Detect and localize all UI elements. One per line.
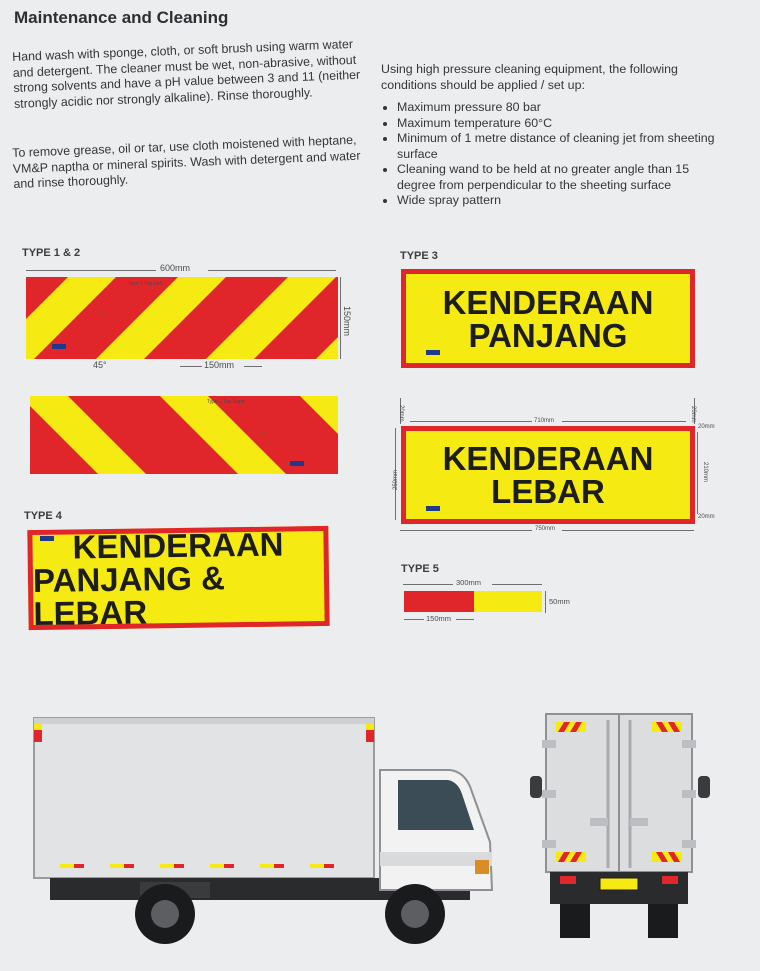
plate-line-2: PANJANG & LEBAR (32, 558, 226, 632)
condition-item: • Maximum pressure 80 bar (397, 100, 723, 116)
type-5-width: 300mm (456, 578, 482, 587)
type-3-inner-height: 210mm (702, 462, 708, 483)
plate-line-2: PANJANG (468, 316, 628, 354)
type-5-red-block (404, 591, 474, 612)
dimension-line (403, 584, 453, 585)
logo-icon (290, 461, 304, 466)
logo-icon (426, 350, 440, 355)
plate-line-2: LEBAR (491, 473, 605, 510)
type-5-stripe: 150mm (426, 614, 452, 623)
dimension-line (180, 366, 202, 367)
type-4-plate (27, 526, 329, 630)
high-pressure-intro: Using high pressure cleaning equipment, the following conditions should be applied / set up: (381, 62, 678, 92)
type-1-chevron-plate (26, 277, 338, 359)
dimension-line (404, 619, 424, 620)
type-3-total-width: 750mm (535, 526, 556, 532)
dimension-line (26, 270, 156, 271)
type-3-right-bottom-dim: 20mm (698, 514, 715, 520)
type-5-yellow-block (474, 591, 542, 612)
dimension-line (456, 619, 474, 620)
dimension-line (400, 530, 532, 531)
dimension-line (545, 591, 546, 613)
high-pressure-conditions (381, 100, 723, 209)
plate-line-1: KENDERAAN (442, 283, 654, 321)
condition-item: • Cleaning wand to be held at no greater angle than 15 degree from perpendicular to the sheeting surface (397, 162, 723, 193)
type-3-label: TYPE 3 (400, 250, 438, 262)
dimension-line (410, 421, 532, 422)
type-2-note: Type 2 Top Right (207, 399, 245, 405)
dimension-line (697, 432, 698, 514)
cleaning-paragraph-1: Hand wash with sponge, cloth, or soft brush using warm water and detergent. The cleaner must be wet, non-abrasive, without strong solvents and have a pH value between 3 and 11 (neither strongly acidic nor strongly alkaline). Rinse thoroughly. (12, 36, 361, 111)
condition-item: • Wide spray pattern (397, 193, 723, 209)
type-1-note: Type 1 Top Left (128, 281, 163, 287)
dimension-line (562, 421, 686, 422)
truck-rear-view (530, 710, 720, 950)
type-3-right-top-dim: 20mm (698, 424, 715, 430)
type-3-total-height: 250mm (393, 469, 399, 490)
dimension-line (562, 530, 694, 531)
type-4-label: TYPE 4 (24, 510, 62, 522)
cleaning-paragraph-2: To remove grease, oil or tar, use cloth moistened with heptane, VM&P naptha or mineral spirits. Wash with detergent and water and rinse thoroughly. (12, 132, 361, 191)
dimension-line (208, 270, 336, 271)
condition-item: • Maximum temperature 60°C (397, 116, 723, 132)
condition-item: • Minimum of 1 metre distance of cleaning jet from sheeting surface (397, 131, 723, 162)
type-1-2-height: 150mm (342, 306, 352, 337)
type-3-plate-lebar (401, 426, 695, 524)
logo-icon (40, 536, 54, 541)
type-1-2-label: TYPE 1 & 2 (22, 247, 81, 259)
type-5-height: 50mm (549, 597, 570, 606)
type-3-inner-width: 710mm (534, 418, 555, 424)
logo-icon (52, 344, 66, 349)
dimension-line (244, 366, 262, 367)
plate-line-1: KENDERAAN (442, 440, 654, 477)
type-3-border-dim: 20mm (398, 405, 404, 422)
type-1-2-stripe: 150mm (204, 360, 235, 370)
truck-side-view (20, 712, 500, 952)
type-1-2-angle: 45° (93, 360, 107, 370)
dimension-line (340, 277, 341, 359)
type-3-border-dim-right: 20mm (690, 406, 696, 423)
dimension-line (492, 584, 542, 585)
type-1-2-width: 600mm (160, 263, 191, 273)
logo-icon (426, 506, 440, 511)
brand-3m-logo: 3M (257, 432, 266, 438)
brand-3m-logo: 3M (98, 312, 107, 318)
plate-line-1: KENDERAAN (72, 525, 284, 565)
type-5-label: TYPE 5 (401, 563, 439, 575)
page-title: Maintenance and Cleaning (14, 8, 229, 27)
type-3-plate-panjang (401, 269, 695, 368)
